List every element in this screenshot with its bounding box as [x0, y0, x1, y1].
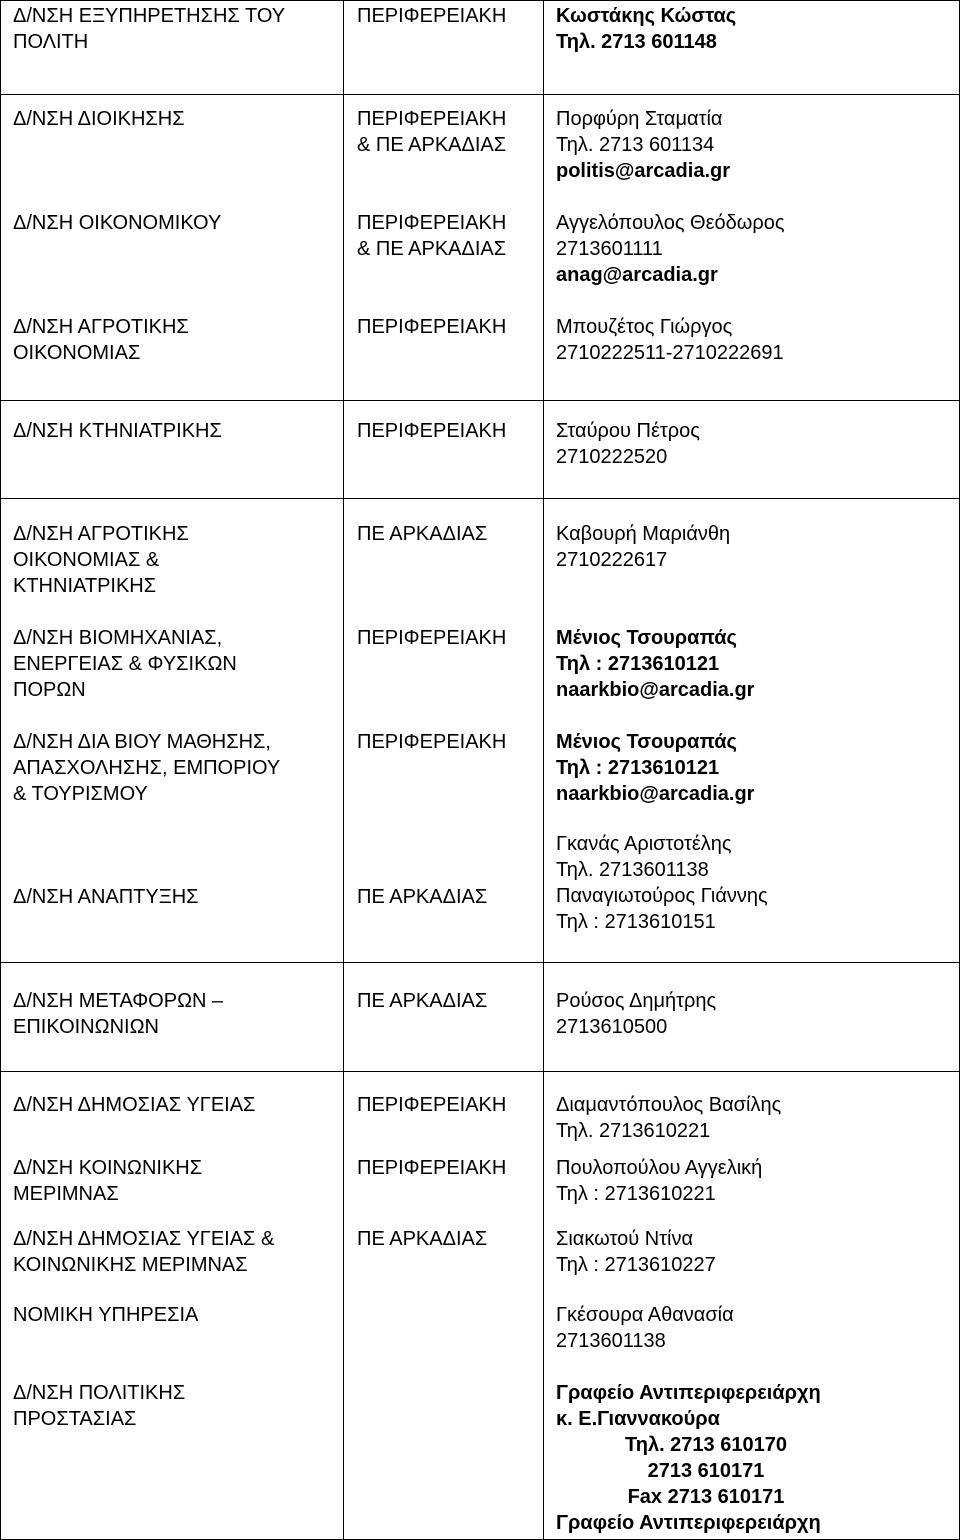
contact-phone: 2713601138 [556, 1330, 666, 1352]
level-line: ΠΕΡΙΦΕΡΕΙΑΚΗ [357, 731, 507, 753]
department-cell [13, 521, 338, 599]
department-cell [13, 884, 338, 910]
level-line: ΠΕ ΑΡΚΑΔΙΑΣ [357, 990, 488, 1012]
level-cell [357, 418, 537, 444]
contact-phone: 2710222511-2710222691 [556, 342, 784, 364]
department-cell [13, 1302, 338, 1328]
level-line: ΠΕΡΙΦΕΡΕΙΑΚΗ [357, 1157, 507, 1179]
department-line: ΠΟΡΩΝ [13, 679, 86, 701]
row-divider [0, 1071, 960, 1072]
level-cell [357, 521, 537, 547]
level-line: ΠΕΡΙΦΕΡΕΙΑΚΗ [357, 316, 507, 338]
department-cell [13, 314, 338, 366]
contact-cell [556, 831, 951, 935]
contact-phone: 2710222520 [556, 446, 668, 468]
contact-name: Ρούσος Δημήτρης [556, 990, 717, 1012]
contact-fax: Fax 2713 610171 [627, 1486, 785, 1508]
contact-phone: Τηλ : 2713610151 [556, 911, 716, 933]
contact-name: Σταύρου Πέτρος [556, 420, 700, 442]
department-line: Δ/ΝΣΗ ΠΟΛΙΤΙΚΗΣ [13, 1382, 186, 1404]
contact-email[interactable]: politis@arcadia.gr [556, 160, 730, 182]
department-line: Δ/ΝΣΗ ΔΙΟΙΚΗΣΗΣ [13, 108, 185, 130]
contact-email[interactable]: naarkbio@arcadia.gr [556, 783, 755, 805]
department-line: ΟΙΚΟΝΟΜΙΑΣ & [13, 549, 160, 571]
contact-phone: Τηλ. 2713601138 [556, 859, 709, 881]
contact-phone: Τηλ : 2713610227 [556, 1254, 716, 1276]
department-line: Δ/ΝΣΗ ΔΗΜΟΣΙΑΣ ΥΓΕΙΑΣ & [13, 1228, 275, 1250]
contact-email[interactable]: naarkbio@arcadia.gr [556, 679, 755, 701]
department-cell [13, 1380, 338, 1432]
department-line: Δ/ΝΣΗ ΕΞΥΠΗΡΕΤΗΣΗΣ ΤΟΥ [13, 5, 286, 27]
contact-cell [556, 1380, 951, 1536]
contact-phone: Τηλ : 2713610121 [556, 653, 720, 675]
row-divider [0, 498, 960, 499]
contact-email[interactable]: anag@arcadia.gr [556, 264, 718, 286]
contact-name: Γκανάς Αριστοτέλης [556, 833, 732, 855]
department-line: & ΤΟΥΡΙΣΜΟΥ [13, 783, 148, 805]
row-divider [0, 400, 960, 401]
department-line: Δ/ΝΣΗ ΑΓΡΟΤΙΚΗΣ [13, 523, 189, 545]
level-line: ΠΕΡΙΦΕΡΕΙΑΚΗ [357, 212, 507, 234]
contact-cell [556, 1092, 951, 1144]
level-line: & ΠΕ ΑΡΚΑΔΙΑΣ [357, 134, 507, 156]
department-cell [13, 625, 338, 703]
column-divider [343, 0, 344, 1540]
contact-phone: Τηλ : 2713610121 [556, 757, 720, 779]
department-line: ΕΝΕΡΓΕΙΑΣ & ΦΥΣΙΚΩΝ [13, 653, 237, 675]
level-cell [357, 1226, 537, 1252]
level-cell [357, 988, 537, 1014]
contact-phone: 2713610500 [556, 1016, 668, 1038]
level-cell [357, 729, 537, 755]
department-cell [13, 729, 338, 807]
contact-name: Μένιος Τσουραπάς [556, 731, 737, 753]
contact-name: Διαμαντόπουλος Βασίλης [556, 1094, 782, 1116]
department-line: ΕΠΙΚΟΙΝΩΝΙΩΝ [13, 1016, 159, 1038]
level-cell [357, 1092, 537, 1118]
column-divider [543, 0, 544, 1540]
contact-name: κ. Ε.Γιαννακούρα [556, 1408, 720, 1430]
department-line: ΠΡΟΣΤΑΣΙΑΣ [13, 1408, 137, 1430]
department-line: ΑΠΑΣΧΟΛΗΣΗΣ, ΕΜΠΟΡΙΟΥ [13, 757, 281, 779]
level-line: ΠΕΡΙΦΕΡΕΙΑΚΗ [357, 1094, 507, 1116]
contact-phone: 2713 610171 [647, 1460, 765, 1482]
level-line: ΠΕΡΙΦΕΡΕΙΑΚΗ [357, 627, 507, 649]
level-cell [357, 106, 537, 158]
level-cell [357, 314, 537, 340]
contact-cell [556, 106, 951, 184]
contact-name: Παναγιωτούρος Γιάννης [556, 885, 768, 907]
department-line: Δ/ΝΣΗ ΚΤΗΝΙΑΤΡΙΚΗΣ [13, 420, 222, 442]
level-cell [357, 210, 537, 262]
contact-phone: Τηλ. 2713 601134 [556, 134, 715, 156]
department-cell [13, 1226, 338, 1278]
contact-cell [556, 1155, 951, 1207]
contact-phone: 2713601111 [556, 238, 663, 260]
department-cell [13, 210, 338, 236]
contact-office: Γραφείο Αντιπεριφερειάρχη [556, 1512, 821, 1534]
level-line: & ΠΕ ΑΡΚΑΔΙΑΣ [357, 238, 507, 260]
row-divider [0, 962, 960, 963]
level-cell [357, 625, 537, 651]
department-line: Δ/ΝΣΗ ΜΕΤΑΦΟΡΩΝ – [13, 990, 224, 1012]
level-line: ΠΕ ΑΡΚΑΔΙΑΣ [357, 523, 488, 545]
department-cell [13, 106, 338, 132]
contact-name: Αγγελόπουλος Θεόδωρος [556, 212, 785, 234]
contact-cell [556, 1226, 951, 1278]
contact-cell [556, 521, 951, 573]
department-line: Δ/ΝΣΗ ΔΙΑ ΒΙΟΥ ΜΑΘΗΣΗΣ, [13, 731, 271, 753]
contact-cell [556, 625, 951, 703]
contact-name: Κωστάκης Κώστας [556, 5, 737, 27]
department-line: Δ/ΝΣΗ ΑΓΡΟΤΙΚΗΣ [13, 316, 189, 338]
contact-cell [556, 3, 951, 55]
department-line: ΟΙΚΟΝΟΜΙΑΣ [13, 342, 141, 364]
contact-cell [556, 729, 951, 807]
department-line: ΠΟΛΙΤΗ [13, 31, 89, 53]
department-cell [13, 418, 338, 444]
level-line: ΠΕΡΙΦΕΡΕΙΑΚΗ [357, 108, 507, 130]
department-cell [13, 1092, 338, 1118]
level-cell [357, 884, 537, 910]
contact-name: Γκέσουρα Αθανασία [556, 1304, 734, 1326]
contact-name: Μένιος Τσουραπάς [556, 627, 737, 649]
department-line: ΜΕΡΙΜΝΑΣ [13, 1183, 119, 1205]
contact-phone: Τηλ. 2713610221 [556, 1120, 711, 1142]
contact-cell [556, 210, 951, 288]
department-line: ΝΟΜΙΚΗ ΥΠΗΡΕΣΙΑ [13, 1304, 199, 1326]
department-line: Δ/ΝΣΗ ΒΙΟΜΗΧΑΝΙΑΣ, [13, 627, 223, 649]
department-cell [13, 988, 338, 1040]
department-line: Δ/ΝΣΗ ΟΙΚΟΝΟΜΙΚΟΥ [13, 212, 222, 234]
contact-phone: Τηλ : 2713610221 [556, 1183, 716, 1205]
contact-name: Πορφύρη Σταματία [556, 108, 723, 130]
contact-phone: Τηλ. 2713 610170 [625, 1434, 787, 1456]
contact-cell [556, 418, 951, 470]
contact-cell [556, 1302, 951, 1354]
contact-name: Καβουρή Μαριάνθη [556, 523, 731, 545]
contact-cell [556, 314, 951, 366]
level-cell [357, 1155, 537, 1181]
level-line: ΠΕ ΑΡΚΑΔΙΑΣ [357, 1228, 488, 1250]
contact-phone: Τηλ. 2713 601148 [556, 31, 717, 53]
department-line: Δ/ΝΣΗ ΑΝΑΠΤΥΞΗΣ [13, 886, 199, 908]
level-line: ΠΕΡΙΦΕΡΕΙΑΚΗ [357, 5, 507, 27]
contact-phone: 2710222617 [556, 549, 668, 571]
department-cell [13, 1155, 338, 1207]
level-line: ΠΕ ΑΡΚΑΔΙΑΣ [357, 886, 488, 908]
level-cell [357, 3, 537, 29]
department-line: ΚΤΗΝΙΑΤΡΙΚΗΣ [13, 575, 157, 597]
department-line: Δ/ΝΣΗ ΔΗΜΟΣΙΑΣ ΥΓΕΙΑΣ [13, 1094, 256, 1116]
department-line: ΚΟΙΝΩΝΙΚΗΣ ΜΕΡΙΜΝΑΣ [13, 1254, 248, 1276]
level-line: ΠΕΡΙΦΕΡΕΙΑΚΗ [357, 420, 507, 442]
contact-cell [556, 988, 951, 1040]
contact-name: Πουλοπούλου Αγγελική [556, 1157, 763, 1179]
department-cell [13, 3, 338, 55]
contact-office: Γραφείο Αντιπεριφερειάρχη [556, 1382, 821, 1404]
department-line: Δ/ΝΣΗ ΚΟΙΝΩΝΙΚΗΣ [13, 1157, 203, 1179]
contact-name: Μπουζέτος Γιώργος [556, 316, 733, 338]
contact-name: Σιακωτού Ντίνα [556, 1228, 694, 1250]
row-divider [0, 94, 960, 95]
